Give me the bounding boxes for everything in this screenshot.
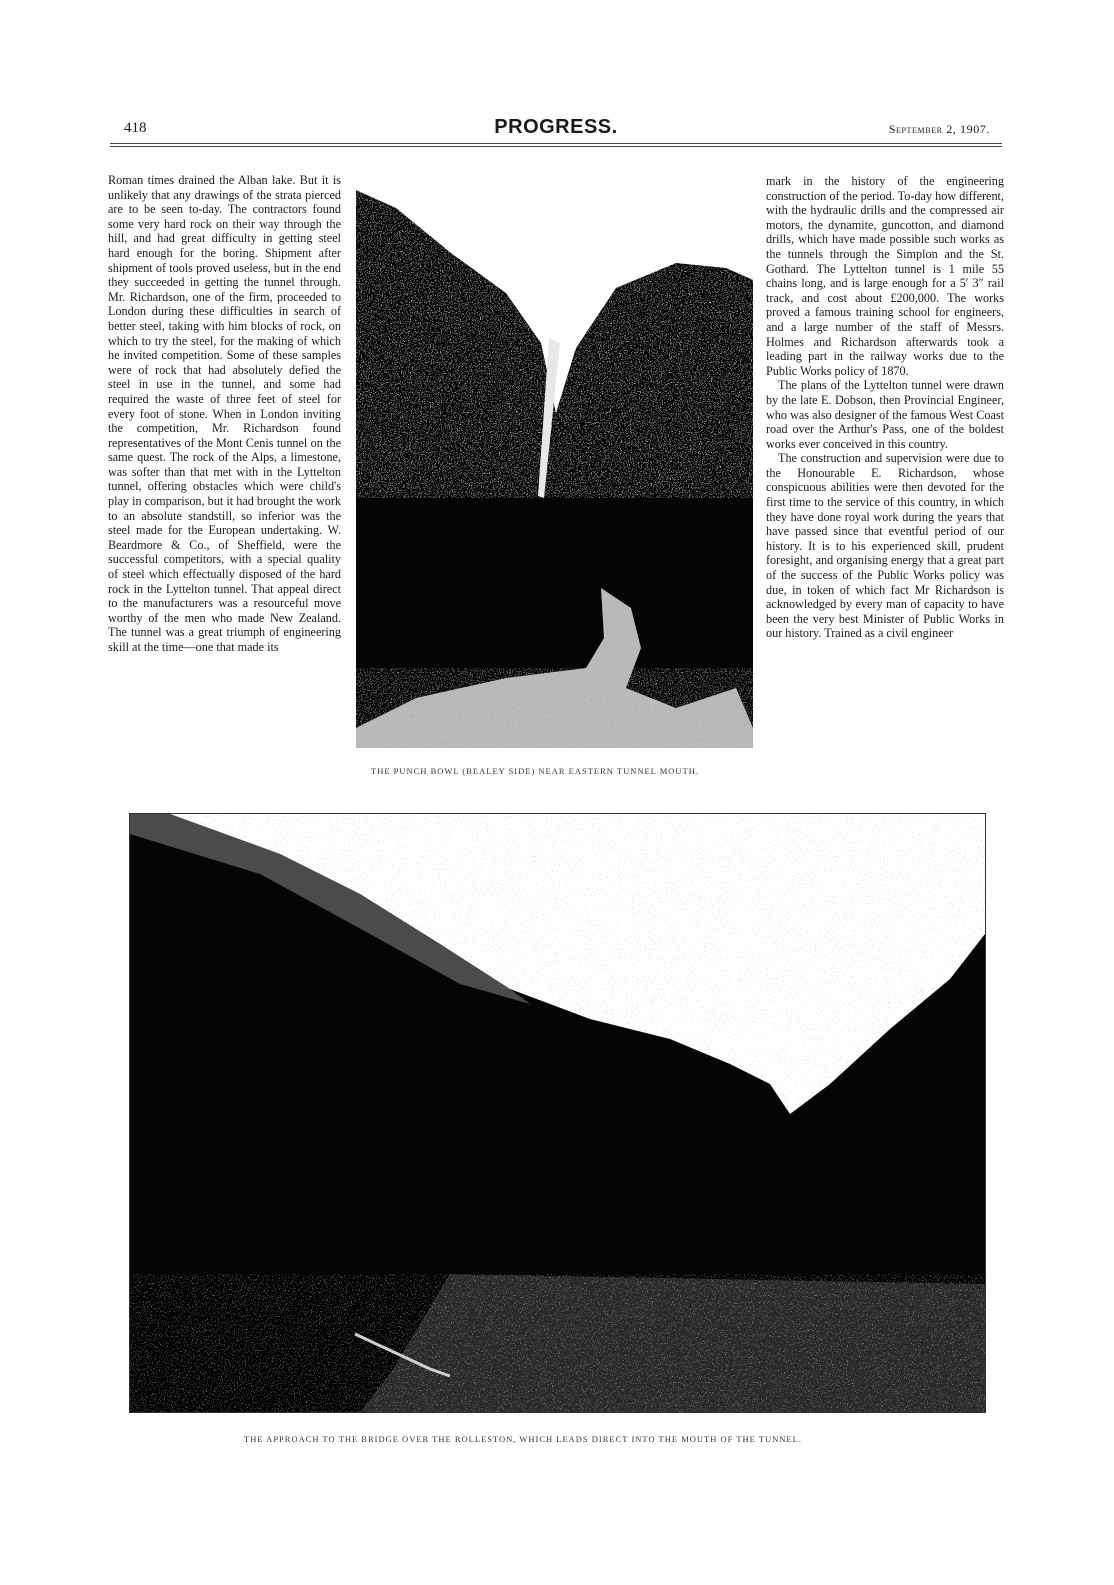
punch-bowl-caption: THE PUNCH BOWL (BEALEY SIDE) NEAR EASTERN TUNNEL MOUTH.	[371, 766, 700, 776]
page-header	[110, 118, 1002, 140]
body-paragraph: The construction and supervision were due to the Honourable E. Richardson, whose conspicuous abilities were then devoted for the first time to the service of this country, in which they have done royal work during the years that have passed since that eventful period of our history. It is to his experienced skill, prudent foresight, and organising energy that a great part of the success of the Public Works policy was due, in token of which fact Mr Richardson is acknowledged by every man of capacity to have been the very best Minister of Public Works in our history. Trained as a civil engineer	[766, 451, 1004, 641]
left-text-column	[108, 173, 341, 655]
header-rule-top	[110, 143, 1002, 144]
rolleston-bridge-photo	[129, 813, 986, 1413]
rolleston-bridge-caption: THE APPROACH TO THE BRIDGE OVER THE ROLLESTON, WHICH LEADS DIRECT INTO THE MOUTH OF THE TUNNEL.	[244, 1434, 802, 1444]
body-paragraph: Roman times drained the Alban lake. But it is unlikely that any drawings of the strata pierced are to be seen to-day. The contractors found some very hard rock on their way through the hill, and had great difficulty in getting steel hard enough for the boring. Shipment after shipment of tools proved useless, but in the end they succeeded in getting the tunnel through. Mr. Richardson, one of the firm, proceeded to London during these difficulties in search of better steel, taking with him blocks of rock, on which to try the steel, for the making of which he invited competition. Some of these samples were of rock that had absolutely defied the steel in use in the tunnel, and some had required the waste of three feet of steel for every foot of stone. When in London inviting the competition, Mr. Richardson found representatives of the Mont Cenis tunnel on the same quest. The rock of the Alps, a limestone, was softer than that met with in the Lyttelton tunnel, offering obstacles which were child's play in comparison, but it had brought the work to an absolute standstill, so inferior was the steel made for the European undertaking. W. Beardmore & Co., of Sheffield, were the successful competitors, with a special quality of steel which effectually disposed of the hard rock in the Lyttelton tunnel. That appeal direct to the manufacturers was a resourceful move worthy of the men who made New Zealand. The tunnel was a great triumph of engineering skill at the time—one that made its	[108, 173, 341, 654]
issue-date: September 2, 1907.	[888, 122, 990, 136]
body-paragraph: The plans of the Lyttelton tunnel were drawn by the late E. Dobson, then Provincial Engineer, who was also designer of the famous West Coast road over the Arthur's Pass, one of the boldest works ever conceived in this country.	[766, 378, 1004, 451]
body-paragraph: mark in the history of the engineering construction of the period. To-day how different, with the hydraulic drills and the compressed air motors, the dynamite, guncotton, and diamond drills, which have made possible such works as the tunnels through the Simplon and the St. Gothard. The Lyttelton tunnel is 1 mile 55 chains long, and is large enough for a 5′ 3″ rail track, and cost about £200,000. The works proved a famous training school for engineers, and a large number of the staff of Messrs. Holmes and Richardson afterwards took a leading part in the railway works due to the Public Works policy of 1870.	[766, 174, 1004, 378]
punch-bowl-photo	[356, 168, 753, 748]
header-rule-bottom	[110, 146, 1002, 147]
running-title: PROGRESS.	[494, 116, 618, 138]
right-text-column	[766, 174, 1004, 641]
page-number: 418	[124, 120, 147, 136]
